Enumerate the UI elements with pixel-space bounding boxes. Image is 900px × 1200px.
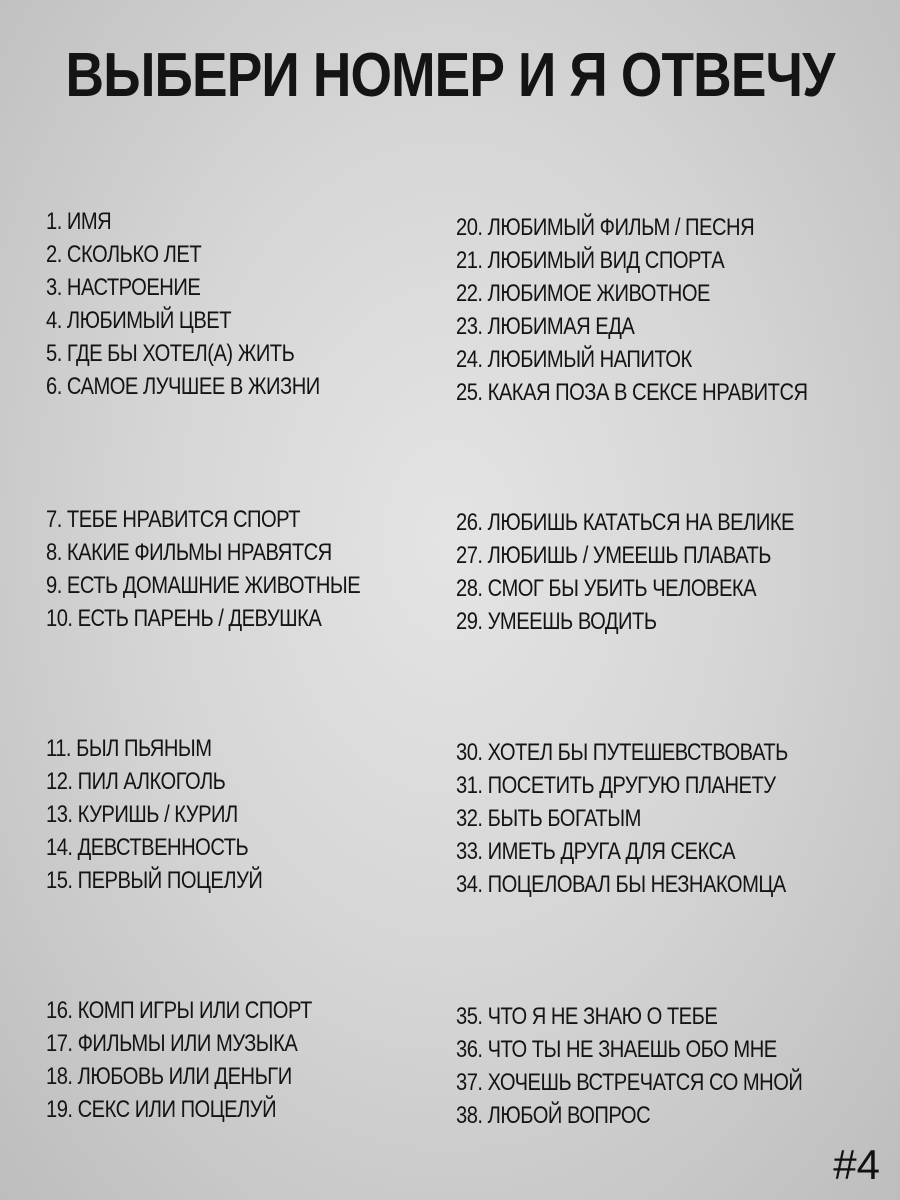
question-item: 25. КАКАЯ ПОЗА В СЕКСЕ НРАВИТСЯ bbox=[456, 379, 808, 406]
question-item: 6. САМОЕ ЛУЧШЕЕ В ЖИЗНИ bbox=[46, 373, 320, 400]
question-item: 11. БЫЛ ПЬЯНЫМ bbox=[46, 735, 212, 762]
question-item: 14. ДЕВСТВЕННОСТЬ bbox=[46, 834, 249, 861]
question-item: 2. СКОЛЬКО ЛЕТ bbox=[46, 241, 202, 268]
question-group-7 bbox=[456, 736, 851, 901]
question-item: 1. ИМЯ bbox=[46, 208, 112, 235]
question-group-2 bbox=[46, 503, 420, 635]
question-item: 20. ЛЮБИМЫЙ ФИЛЬМ / ПЕСНЯ bbox=[456, 214, 755, 241]
question-group-8 bbox=[456, 1000, 868, 1132]
question-group-1 bbox=[46, 205, 372, 403]
question-item: 5. ГДЕ БЫ ХОТЕЛ(А) ЖИТЬ bbox=[46, 340, 295, 367]
question-item: 12. ПИЛ АЛКОГОЛЬ bbox=[46, 768, 226, 795]
question-item: 3. НАСТРОЕНИЕ bbox=[46, 274, 201, 301]
question-item: 33. ИМЕТЬ ДРУГА ДЛЯ СЕКСА bbox=[456, 838, 736, 865]
question-item: 27. ЛЮБИШЬ / УМЕЕШЬ ПЛАВАТЬ bbox=[456, 542, 772, 569]
question-item: 17. ФИЛЬМЫ ИЛИ МУЗЫКА bbox=[46, 1030, 298, 1057]
question-item: 18. ЛЮБОВЬ ИЛИ ДЕНЬГИ bbox=[46, 1063, 292, 1090]
question-item: 10. ЕСТЬ ПАРЕНЬ / ДЕВУШКА bbox=[46, 605, 322, 632]
question-group-6 bbox=[456, 506, 858, 638]
question-item: 15. ПЕРВЫЙ ПОЦЕЛУЙ bbox=[46, 867, 263, 894]
question-item: 29. УМЕЕШЬ ВОДИТЬ bbox=[456, 608, 657, 635]
question-item: 35. ЧТО Я НЕ ЗНАЮ О ТЕБЕ bbox=[456, 1003, 718, 1030]
question-item: 34. ПОЦЕЛОВАЛ БЫ НЕЗНАКОМЦА bbox=[456, 871, 786, 898]
question-item: 23. ЛЮБИМАЯ ЕДА bbox=[456, 313, 635, 340]
question-item: 36. ЧТО ТЫ НЕ ЗНАЕШЬ ОБО МНЕ bbox=[456, 1036, 777, 1063]
question-group-5 bbox=[456, 211, 875, 409]
question-item: 19. СЕКС ИЛИ ПОЦЕЛУЙ bbox=[46, 1096, 277, 1123]
question-item: 4. ЛЮБИМЫЙ ЦВЕТ bbox=[46, 307, 232, 334]
question-item: 7. ТЕБЕ НРАВИТСЯ СПОРТ bbox=[46, 506, 301, 533]
question-group-3 bbox=[46, 732, 304, 897]
question-item: 38. ЛЮБОЙ ВОПРОС bbox=[456, 1102, 651, 1129]
question-item: 13. КУРИШЬ / КУРИЛ bbox=[46, 801, 238, 828]
question-item: 32. БЫТЬ БОГАТЫМ bbox=[456, 805, 641, 832]
question-item: 30. ХОТЕЛ БЫ ПУТЕШЕВСТВОВАТЬ bbox=[456, 739, 788, 766]
question-item: 21. ЛЮБИМЫЙ ВИД СПОРТА bbox=[456, 247, 725, 274]
page-number-tag: #4 bbox=[833, 1141, 880, 1188]
question-item: 16. КОМП ИГРЫ ИЛИ СПОРТ bbox=[46, 997, 312, 1024]
question-item: 9. ЕСТЬ ДОМАШНИЕ ЖИВОТНЫЕ bbox=[46, 572, 361, 599]
question-item: 8. КАКИЕ ФИЛЬМЫ НРАВЯТСЯ bbox=[46, 539, 332, 566]
question-group-4 bbox=[46, 994, 362, 1126]
question-item: 24. ЛЮБИМЫЙ НАПИТОК bbox=[456, 346, 692, 373]
question-item: 28. СМОГ БЫ УБИТЬ ЧЕЛОВЕКА bbox=[456, 575, 757, 602]
question-item: 22. ЛЮБИМОЕ ЖИВОТНОЕ bbox=[456, 280, 710, 307]
question-item: 37. ХОЧЕШЬ ВСТРЕЧАТСЯ СО МНОЙ bbox=[456, 1069, 803, 1096]
question-item: 31. ПОСЕТИТЬ ДРУГУЮ ПЛАНЕТУ bbox=[456, 772, 776, 799]
page-title: ВЫБЕРИ НОМЕР И Я ОТВЕЧУ bbox=[65, 41, 835, 110]
question-item: 26. ЛЮБИШЬ КАТАТЬСЯ НА ВЕЛИКЕ bbox=[456, 509, 795, 536]
